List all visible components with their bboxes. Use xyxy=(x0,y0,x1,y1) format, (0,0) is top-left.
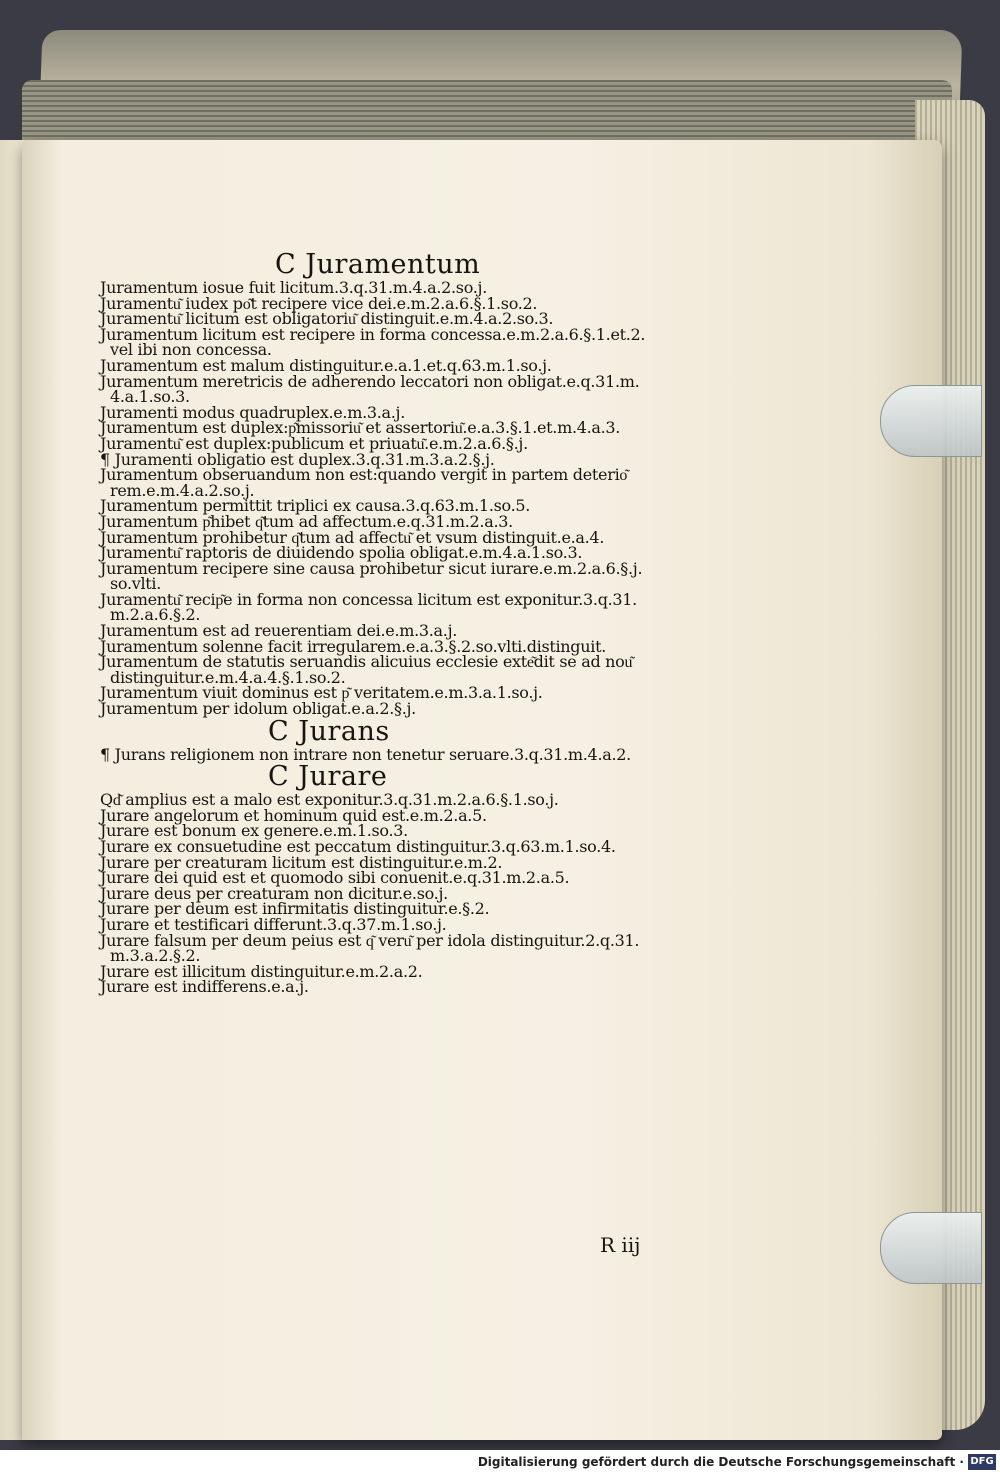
entry-line: rem.e.m.4.a.2.so.j. xyxy=(110,480,255,500)
entry-line: ¶ Jurans religionem non intrare non tenetur seruare.3.q.31.m.4.a.2. xyxy=(100,744,631,764)
entry-line: Jurare dei quid est et quomodo sibi conuenit.e.q.31.m.2.a.5. xyxy=(100,868,570,888)
entry-line: Juramentum iosue fuit licitum.3.q.31.m.4.a.2.so.j. xyxy=(100,278,487,297)
entry-line: Juramentu͂ licitum est obligatoriu͂ distinguit.e.m.4.a.2.so.3. xyxy=(100,309,554,329)
entry-line: Juramentum est duplex:p͂missoriu͂ et assertoriu͂.e.a.3.§.1.et.m.4.a.3. xyxy=(100,418,621,438)
entry-line: so.vlti. xyxy=(110,574,162,594)
section-heading-jurare: C Jurare xyxy=(268,761,388,793)
entry-line: Jurare et testificari differunt.3.q.37.m.1.so.j. xyxy=(100,914,447,934)
entry-line: Juramentu͂ iudex po͂t recipere vice dei.e.m.2.a.6.§.1.so.2. xyxy=(100,293,538,313)
entry-line: 4.a.1.so.3. xyxy=(110,387,190,407)
entry-line: Juramentum de statutis seruandis alicuius ecclesie exte͂dit se ad nou͂ xyxy=(100,652,633,672)
entry-line: Jurare falsum per deum peius est q͂ veru͂ per idola distinguitur.2.q.31. xyxy=(100,930,640,950)
entry-line: Juramenti modus quadruplex.e.m.3.a.j. xyxy=(100,402,406,422)
entry-line: Juramentum solenne facit irregularem.e.a.3.§.2.so.vlti.distinguit. xyxy=(100,636,606,656)
page-text xyxy=(100,250,720,995)
entry-line: Juramentum meretricis de adherendo leccatori non obligat.e.q.31.m. xyxy=(100,371,640,391)
funding-credit: Digitalisierung gefördert durch die Deutsche Forschungsgemeinschaft · xyxy=(477,1455,964,1469)
entry-line: Jurare deus per creaturam non dicitur.e.so.j. xyxy=(100,883,448,903)
page-clip-bottom xyxy=(880,1212,982,1284)
entry-line: Juramentum obseruandum non est:quando vergit in partem deterio͂ xyxy=(100,465,628,485)
section-heading-jurans: C Jurans xyxy=(268,715,390,747)
entry-line: m.3.a.2.§.2. xyxy=(110,946,201,966)
entry-line: Juramentu͂ raptoris de diuidendo spolia obligat.e.m.4.a.1.so.3. xyxy=(100,543,583,563)
entry-line: Jurare angelorum et hominum quid est.e.m.2.a.5. xyxy=(100,805,487,825)
section-heading-juramentum: C Juramentum xyxy=(275,249,481,280)
entry-line: vel ibi non concessa. xyxy=(110,340,272,360)
entry-line: Jurare per deum est infirmitatis distinguitur.e.§.2. xyxy=(100,899,490,919)
entry-list-jurans xyxy=(100,744,720,764)
entry-line: Jurare per creaturam licitum est distinguitur.e.m.2. xyxy=(100,852,503,872)
page-clip-top xyxy=(880,385,982,457)
entry-line: Jurare est illicitum distinguitur.e.m.2.a.2. xyxy=(100,961,423,981)
entry-line: Juramentum permittit triplici ex causa.3.q.63.m.1.so.5. xyxy=(100,496,531,516)
entry-list-jurare xyxy=(100,792,720,995)
entry-line: Juramentum per idolum obligat.e.a.2.§.j. xyxy=(100,699,416,719)
entry-line: Juramentum viuit dominus est p͂ veritatem.e.m.3.a.1.so.j. xyxy=(100,683,543,703)
entry-line: Jurare est bonum ex genere.e.m.1.so.3. xyxy=(100,821,408,841)
entry-line: Juramentum prohibetur q͂tum ad affectu͂ et vsum distinguit.e.a.4. xyxy=(100,527,605,547)
entry-line: Juramentu͂ recip͂e in forma non concessa licitum est exponitur.3.q.31. xyxy=(100,589,637,609)
dfg-logo: DFG xyxy=(968,1454,996,1470)
entry-line: Jurare est indifferens.e.a.j. xyxy=(100,977,309,997)
entry-line: Juramentum licitum est recipere in forma concessa.e.m.2.a.6.§.1.et.2. xyxy=(100,324,646,344)
entry-line: ¶ Juramenti obligatio est duplex.3.q.31.m.3.a.2.§.j. xyxy=(100,449,495,469)
entry-list-juramentum xyxy=(100,280,720,717)
entry-line: Juramentu͂ est duplex:publicum et priuatu͂.e.m.2.a.6.§.j. xyxy=(100,433,528,453)
entry-line: Juramentum p͂hibet q͂tum ad affectum.e.q.31.m.2.a.3. xyxy=(100,511,513,531)
footer-bar xyxy=(0,1452,1000,1474)
entry-line: distinguitur.e.m.4.a.4.§.1.so.2. xyxy=(110,667,346,687)
entry-line: Jurare ex consuetudine est peccatum distinguitur.3.q.63.m.1.so.4. xyxy=(100,837,616,856)
entry-line: Juramentum est ad reuerentiam dei.e.m.3.a.j. xyxy=(100,621,458,641)
entry-line: Juramentum recipere sine causa prohibetur sicut iurare.e.m.2.a.6.§.j. xyxy=(100,558,643,578)
entry-line: Qd͂ amplius est a malo est exponitur.3.q.31.m.2.a.6.§.1.so.j. xyxy=(100,790,559,810)
entry-line: m.2.a.6.§.2. xyxy=(110,605,201,625)
entry-line: Juramentum est malum distinguitur.e.a.1.et.q.63.m.1.so.j. xyxy=(100,355,552,375)
signature-mark: R iij xyxy=(600,1233,641,1257)
